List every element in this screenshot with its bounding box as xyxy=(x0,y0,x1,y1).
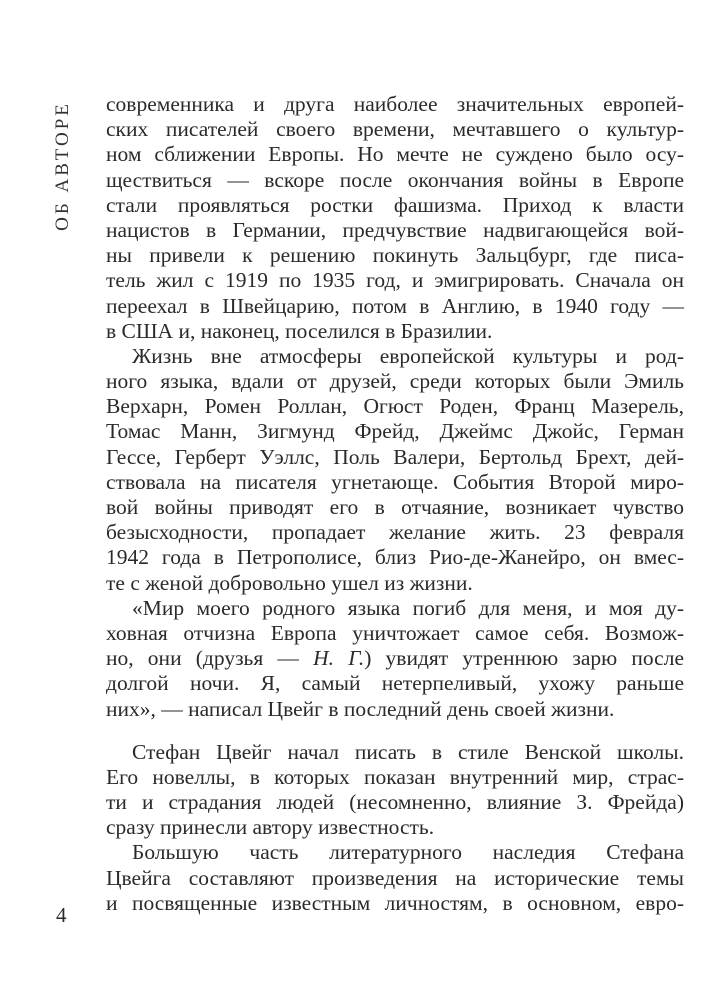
text-line: «Мир моего родного языка погиб для меня, и моя ду- xyxy=(132,595,684,620)
text-line: Цвейга составляют произведения на исторические темы xyxy=(106,865,684,890)
text-line: ствовала на писателя угнетающе. События Второй миро- xyxy=(106,469,684,494)
paragraph xyxy=(106,740,684,841)
text-line: в США и, наконец, поселился в Бразилии. xyxy=(106,318,493,343)
text-line: Томас Манн, Зигмунд Фрейд, Джеймс Джойс, Герман xyxy=(106,419,684,444)
text-line: долгой ночи. Я, самый нетерпеливый, ухожу раньше xyxy=(106,671,684,696)
text-line: переехал в Швейцарию, потом в Англию, в 1940 году — xyxy=(106,293,684,318)
text-line: современника и друга наиболее значительных европей- xyxy=(106,92,684,116)
text-line: Большую часть литературного наследия Стефана xyxy=(132,840,684,865)
text-line: Стефан Цвейг начал писать в стиле Венской школы. xyxy=(132,739,684,764)
body-text xyxy=(106,92,684,916)
text-line: ного языка, вдали от друзей, среди которых были Эмиль xyxy=(106,369,684,394)
initials: Н. Г. xyxy=(313,646,365,671)
text-line: ществиться — вскоре после окончания войны в Европе xyxy=(106,167,684,192)
text-line: ны привели к решению покинуть Зальцбург, где писа- xyxy=(106,243,684,268)
text-line: те с женой добровольно ушел из жизни. xyxy=(106,570,473,595)
text-line: нацистов в Германии, предчувствие надвигающейся вой- xyxy=(106,217,684,242)
text-line: но, они (друзья — Н. Г.) увидят утреннюю зарю после xyxy=(106,646,684,671)
paragraph xyxy=(106,840,684,916)
text-line: ских писателей своего времени, мечтавшего о культур- xyxy=(106,117,684,142)
text-line: тель жил с 1919 по 1935 год, и эмигрировать. Сначала он xyxy=(106,268,684,293)
paragraph-gap xyxy=(106,722,684,740)
text-line: вой войны приводят его в отчаяние, возникает чувство xyxy=(106,495,684,519)
text-line: и посвященные известным личностям, в основном, евро- xyxy=(106,890,684,915)
text-line: Жизнь вне атмосферы европейской культуры и род- xyxy=(132,343,684,368)
paragraph xyxy=(106,344,684,596)
running-head-text: ОБ АВТОРЕ xyxy=(52,101,73,231)
text-line: ти и страдания людей (несомненно, влияние З. Фрейда) xyxy=(106,790,684,815)
text-line: Гессе, Герберт Уэллс, Поль Валери, Бертольд Брехт, дей- xyxy=(106,444,684,469)
text-line: безысходности, пропадает желание жить. 23 февраля xyxy=(106,520,684,545)
text-line: ховная отчизна Европа уничтожает самое себя. Возмож- xyxy=(106,620,684,645)
text-line: них», — написал Цвейг в последний день своей жизни. xyxy=(106,696,615,721)
text-line: Верхарн, Ромен Роллан, Огюст Роден, Франц Мазерель, xyxy=(106,394,684,419)
running-head xyxy=(50,101,76,231)
text-line: сразу принесли автору известность. xyxy=(106,815,435,840)
text-line: 1942 года в Петрополисе, близ Рио-де-Жанейро, он вмес- xyxy=(106,545,684,570)
paragraph xyxy=(106,92,684,344)
text-line: Его новеллы, в которых показан внутренний мир, страс- xyxy=(106,764,684,789)
page-number: 4 xyxy=(56,903,67,927)
text-line: стали проявляться ростки фашизма. Приход к власти xyxy=(106,192,684,217)
paragraph xyxy=(106,596,684,722)
text-line: ном сближении Европы. Но мечте не суждено было осу- xyxy=(106,142,684,167)
